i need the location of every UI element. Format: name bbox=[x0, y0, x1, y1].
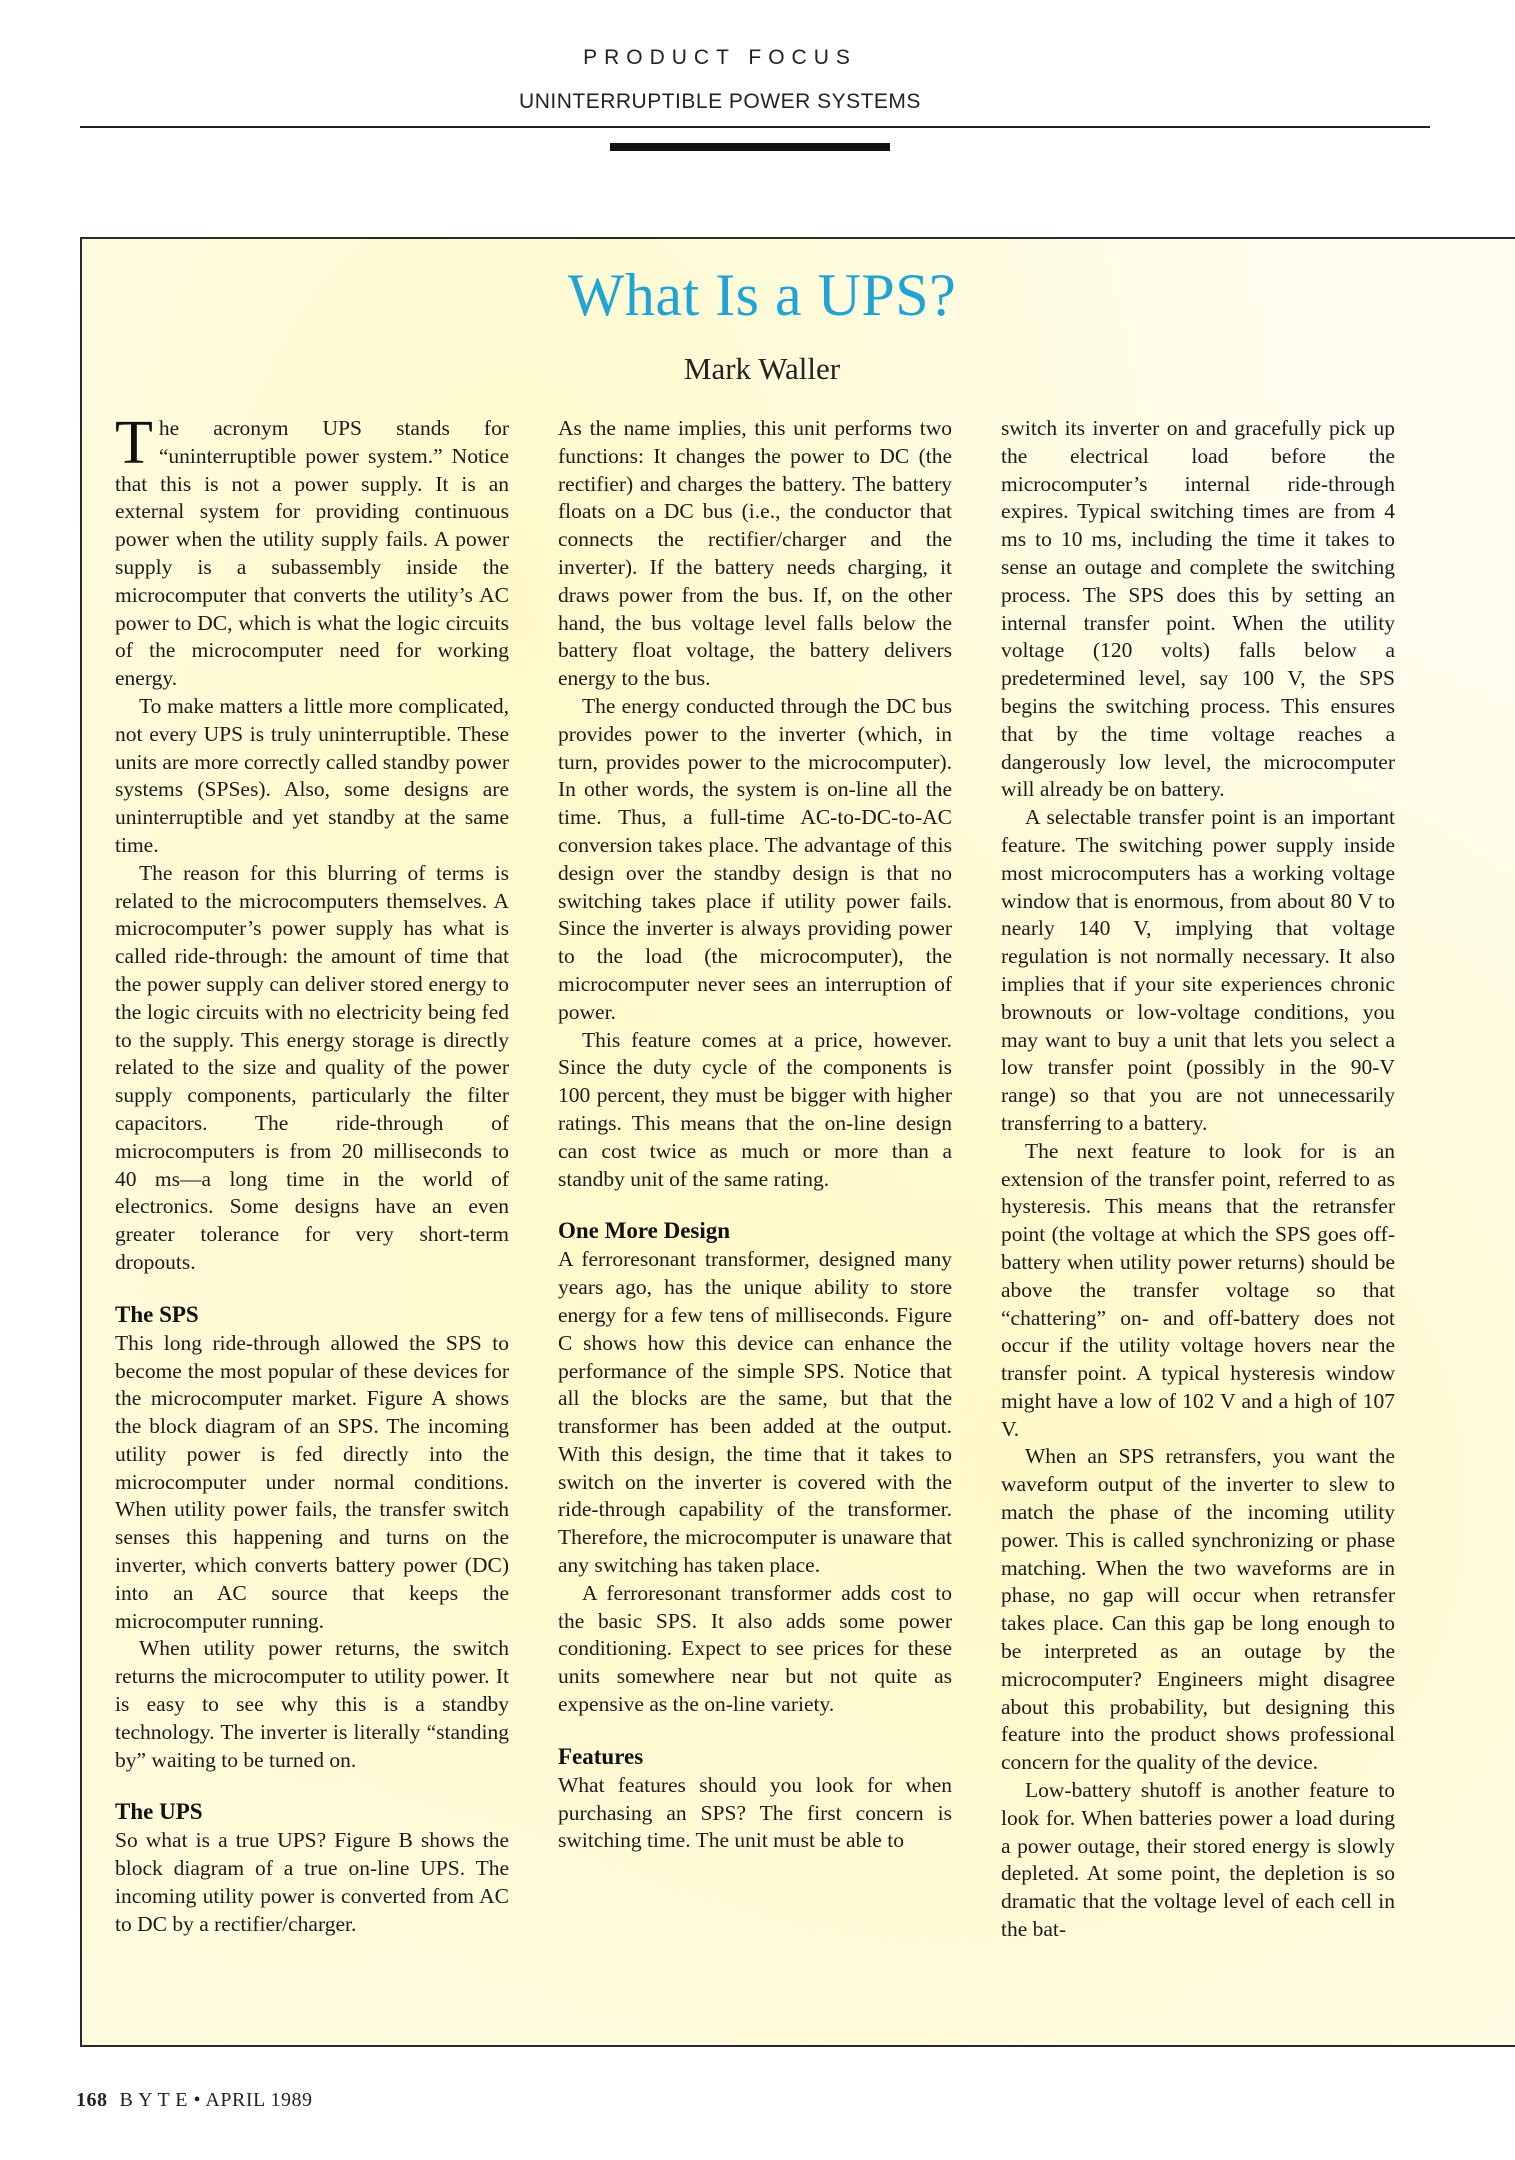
paragraph: Low-battery shutoff is another feature to look for. When batteries power a load during a power outage, their stored energy is slowly depleted. At some point, the depletion is so dramatic that the voltage level of each cell in the bat- bbox=[1001, 1778, 1395, 1942]
header-rule bbox=[80, 126, 1430, 128]
paragraph: So what is a true UPS? Figure B shows the block diagram of a true on-line UPS. The incoming utility power is converted from AC to DC by a rectifier/charger. bbox=[115, 1828, 509, 1936]
subhead-the-ups: The UPS bbox=[115, 1799, 203, 1825]
paragraph: When utility power returns, the switch returns the microcomputer to utility power. It is easy to see why this is a standby technology. The inverter is literally “standing by” waiting to be turned on. bbox=[115, 1636, 509, 1772]
text-column-2 bbox=[558, 415, 952, 1855]
paragraph: The acronym UPS stands for “uninterruptible power system.” Notice that this is not a power supply. It is an external system for providing continuous power when the utility supply fails. A power supply is a subassembly inside the microcomputer that converts the utility’s AC power to DC, which is what the logic circuits of the microcomputer need for working energy. bbox=[115, 409, 509, 691]
article-byline: Mark Waller bbox=[683, 351, 841, 386]
section-title: UNINTERRUPTIBLE POWER SYSTEMS bbox=[519, 90, 921, 113]
subhead-one-more-design: One More Design bbox=[558, 1218, 731, 1244]
paragraph: To make matters a little more complicated, not every UPS is truly uninterruptible. These units are more correctly called standby power systems (SPSes). Also, some designs are uninterruptible and yet standby at the same time. bbox=[115, 693, 509, 857]
paragraph: This feature comes at a price, however. Since the duty cycle of the components is 100 percent, they must be bigger with higher ratings. This means that the on-line design can cost twice as much or more than a standby unit of the same rating. bbox=[558, 1027, 952, 1191]
header-accent-bar bbox=[610, 143, 890, 151]
subhead-features: Features bbox=[558, 1743, 644, 1769]
section-kicker: PRODUCT FOCUS bbox=[583, 46, 857, 69]
paragraph: switch its inverter on and gracefully pick up the electrical load before the microcomputer’s internal ride-through expires. Typical switching times are from 4 ms to 10 ms, including the time it takes to sense an outage and complete the switching process. The SPS does this by setting an internal transfer point. When the utility voltage (120 volts) falls below a predetermined level, say 100 V, the SPS begins the switching process. This ensures that by the time voltage reaches a dangerously low level, the microcomputer will already be on battery. bbox=[1001, 416, 1395, 802]
paragraph: The reason for this blurring of terms is related to the microcomputers themselves. A microcomputer’s power supply has what is called ride-through: the amount of time that the power supply can deliver stored energy to the logic circuits with no electricity being fed to the supply. This energy storage is directly related to the size and quality of the power supply components, particularly the filter capacitors. The ride-through of microcomputers is from 20 milliseconds to 40 ms—a long time in the world of electronics. Some designs have an even greater tolerance for very short-term dropouts. bbox=[115, 860, 509, 1274]
subhead-the-sps: The SPS bbox=[115, 1301, 199, 1327]
page-number: 168 bbox=[76, 2089, 108, 2111]
paragraph: What features should you look for when purchasing an SPS? The first concern is switching time. The unit must be able to bbox=[558, 1772, 952, 1853]
article-sidebar-box bbox=[80, 237, 1515, 2047]
paragraph: A ferroresonant transformer, designed many years ago, has the unique ability to store energy for a few tens of milliseconds. Figure C shows how this device can enhance the performance of the simple SPS. Notice that all the blocks are the same, but that the transformer has been added at the output. With this design, the time that it takes to switch on the inverter is covered with the ride-through capability of the transformer. Therefore, the microcomputer is unaware that any switching has taken place. bbox=[558, 1247, 952, 1578]
paragraph: As the name implies, this unit performs two functions: It changes the power to DC (the rectifier) and charges the battery. The battery floats on a DC bus (i.e., the conductor that connects the rectifier/charger and the inverter). If the battery needs charging, it draws power from the bus. If, on the other hand, the bus voltage level falls below the battery float voltage, the battery delivers energy to the bus. bbox=[558, 416, 952, 691]
text-column-3 bbox=[1001, 415, 1395, 1944]
paragraph: When an SPS retransfers, you want the waveform output of the inverter to slew to match the phase of the incoming utility power. This is called synchronizing or phase matching. When the two waveforms are in phase, no gap will occur when retransfer takes place. Can this gap be long enough to be interpreted as an outage by the microcomputer? Engineers might disagree about this probability, but designing this feature into the product shows professional concern for the quality of the device. bbox=[1001, 1444, 1395, 1775]
paragraph: The energy conducted through the DC bus provides power to the inverter (which, in turn, provides power to the microcomputer). In other words, the system is on-line all the time. Thus, a full-time AC-to-DC-to-AC conversion takes place. The advantage of this design over the standby design is that no switching takes place if utility power fails. Since the inverter is always providing power to the load (the microcomputer), the microcomputer never sees an interruption of power. bbox=[558, 693, 952, 1024]
article-title: What Is a UPS? bbox=[567, 262, 957, 328]
page-footer bbox=[76, 2089, 312, 2112]
text-column-1 bbox=[115, 409, 509, 1939]
paragraph: A ferroresonant transformer adds cost to the basic SPS. It also adds some power conditioning. Expect to see prices for these units somewhere near but not quite as expensive as the on-line variety. bbox=[558, 1580, 952, 1717]
drop-cap: T bbox=[115, 409, 153, 477]
paragraph: This long ride-through allowed the SPS to become the most popular of these devices for the microcomputer market. Figure A shows the block diagram of an SPS. The incoming utility power is fed directly into the microcomputer under normal conditions. When utility power fails, the transfer switch senses this happening and turns on the inverter, which converts battery power (DC) into an AC source that keeps the microcomputer running. bbox=[115, 1330, 509, 1633]
paragraph: A selectable transfer point is an important feature. The switching power supply inside most microcomputers has a working voltage window that is enormous, from about 80 V to nearly 140 V, implying that voltage regulation is not normally necessary. It also implies that if your site experiences chronic brownouts or low-voltage conditions, you may want to buy a unit that lets you select a low transfer point (possibly in the 90-V range) so that you are not unnecessarily transferring to a battery. bbox=[1001, 805, 1395, 1135]
publication-line: B Y T E • APRIL 1989 bbox=[119, 2089, 313, 2111]
paragraph: The next feature to look for is an extension of the transfer point, referred to as hysteresis. This means that the retransfer point (the voltage at which the SPS goes off-battery when utility power returns) should be above the transfer voltage so that “chattering” on- and off-battery does not occur if the utility voltage hovers near the transfer point. A typical hysteresis window might have a low of 102 V and a high of 107 V. bbox=[1001, 1138, 1395, 1441]
